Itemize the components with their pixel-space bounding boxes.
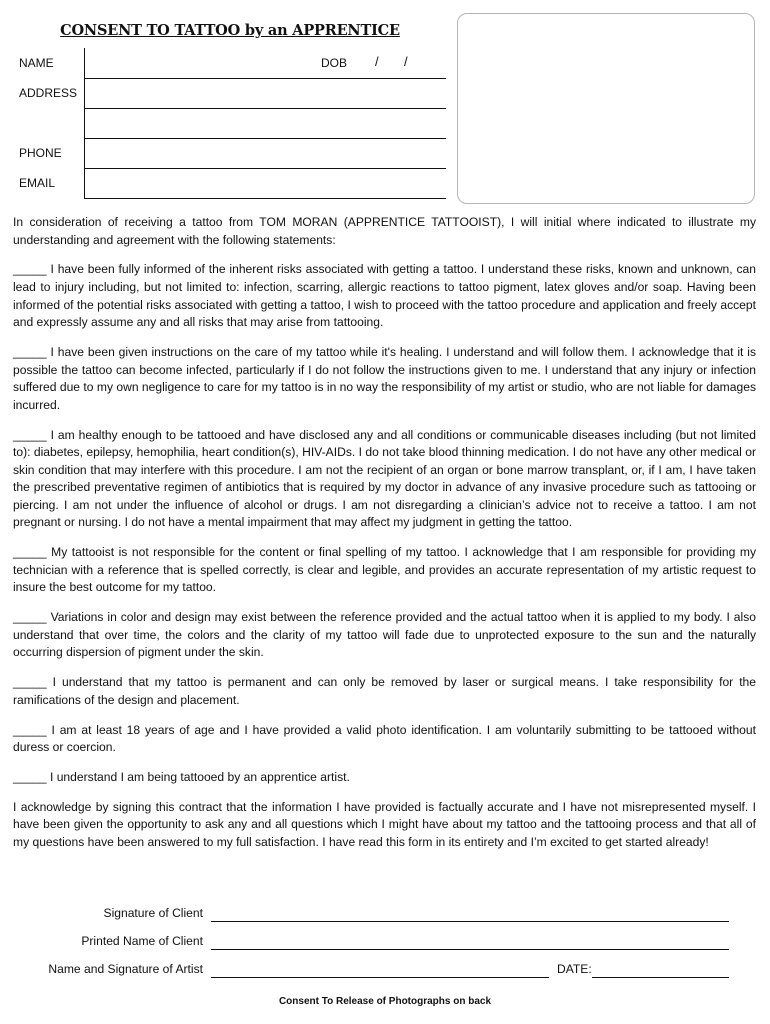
form-title: CONSENT TO TATTOO by an APPRENTICE xyxy=(60,22,400,39)
field-line xyxy=(84,138,446,139)
client-signature-row xyxy=(0,906,770,926)
phone-label: PHONE xyxy=(19,146,62,160)
field-line xyxy=(84,78,446,79)
printed-name-label: Printed Name of Client xyxy=(81,934,203,948)
statement-health: _____ I am healthy enough to be tattooed and have disclosed any and all conditions or communicable diseases including (but not limited to): diabetes, epilepsy, hemophilia, heart condition(s), HIV-AIDs. I do not take blood thinning medication. I do not have any other medical or skin condition that may interfere with this procedure. I am not the recipient of an organ or bone marrow transplant, or, if I am, I have taken the prescribed preventative regimen of antibiotics that is required by my doctor in advance of any invasive procedure such as tattooing or piercing. I am not under the influence of alcohol or drugs. I am not disregarding a clinician’s advice not to receive a tattoo. I am not pregnant or nursing. I do not have a mental impairment that may affect my judgment in getting the tattoo. xyxy=(13,427,756,530)
statement-risks: _____ I have been fully informed of the inherent risks associated with getting a tattoo. I understand these risks, known and unknown, can lead to injury including, but not limited to: infection, scarring, allergic reactions to tattoo pigment, latex gloves and/or soap. Having been informed of the potential risks associated with getting a tattoo, I wish to proceed with the tattoo procedure and application and freely accept and expressly assume any and all risks that may arise from tattooing. xyxy=(13,262,756,330)
statement-spelling: _____ My tattooist is not responsible for the content or final spelling of my tattoo. I acknowledge that I am responsible for providing my technician with a reference that is spelled correctly, is clear and legible, and provides an accurate representation of my artistic request to insure the best outcome for my tattoo. xyxy=(13,545,756,595)
statement-variations: _____ Variations in color and design may exist between the reference provided and the actual tattoo when it is applied to my body. I also understand that over time, the colors and the clarity of my tattoo will fade due to unprotected exposure to the sun and the naturally occurring dispersion of pigment under the skin. xyxy=(13,610,756,660)
field-line xyxy=(84,168,446,169)
name-label: NAME xyxy=(19,56,54,70)
artist-signature-row xyxy=(0,962,770,982)
footer-note: Consent To Release of Photographs on back xyxy=(278,996,492,1007)
dob-label: DOB xyxy=(321,56,348,70)
dob-separator: / xyxy=(375,54,379,69)
statement-aftercare: _____ I have been given instructions on the care of my tattoo while it's healing. I understand and will follow them. I acknowledge that it is possible the tattoo can become infected, particularly if I do not follow the instructions given to me. I understand that any injury or infection suffered due to my own negligence to care for my tattoo is in no way the responsibility of my artist or studio, who are not liable for damages incurred. xyxy=(13,344,756,412)
statement-apprentice: _____ I understand I am being tattooed by an apprentice artist. xyxy=(13,769,350,784)
intro-paragraph: In consideration of receiving a tattoo from TOM MORAN (APPRENTICE TATTOOIST), I will initial where indicated to illustrate my understanding and agreement with the following statements: xyxy=(13,215,756,247)
dob-separator: / xyxy=(404,54,408,69)
client-signature-label: Signature of Client xyxy=(103,906,203,920)
acknowledgement-paragraph: I acknowledge by signing this contract that the information I have provided is factually accurate and I have not misrepresented myself. I have been given the opportunity to ask any and all questions which I might have about my tattoo and the tattooing process and that all of my questions have been answered to my full satisfaction. I have read this form in its entirety and I’m excited to get started already! xyxy=(13,799,756,849)
date-line[interactable] xyxy=(592,977,729,978)
artist-signature-label: Name and Signature of Artist xyxy=(48,962,203,976)
date-label: DATE: xyxy=(557,962,592,976)
artist-signature-line[interactable] xyxy=(211,977,549,978)
field-line xyxy=(84,108,446,109)
email-label: EMAIL xyxy=(19,176,56,190)
address-label: ADDRESS xyxy=(19,86,78,100)
field-divider xyxy=(84,48,85,198)
printed-name-line[interactable] xyxy=(211,949,729,950)
client-signature-line[interactable] xyxy=(211,921,729,922)
consent-body xyxy=(13,214,756,864)
printed-name-row xyxy=(0,934,770,954)
field-line xyxy=(84,198,446,199)
client-info-table xyxy=(10,48,446,198)
photo-box xyxy=(457,13,755,204)
statement-age: _____ I am at least 18 years of age and I have provided a valid photo identification. I am voluntarily submitting to be tattooed without duress or coercion. xyxy=(13,722,756,755)
statement-permanence: _____ I understand that my tattoo is permanent and can only be removed by laser or surgical means. I take responsibility for the ramifications of the design and placement. xyxy=(13,675,756,707)
